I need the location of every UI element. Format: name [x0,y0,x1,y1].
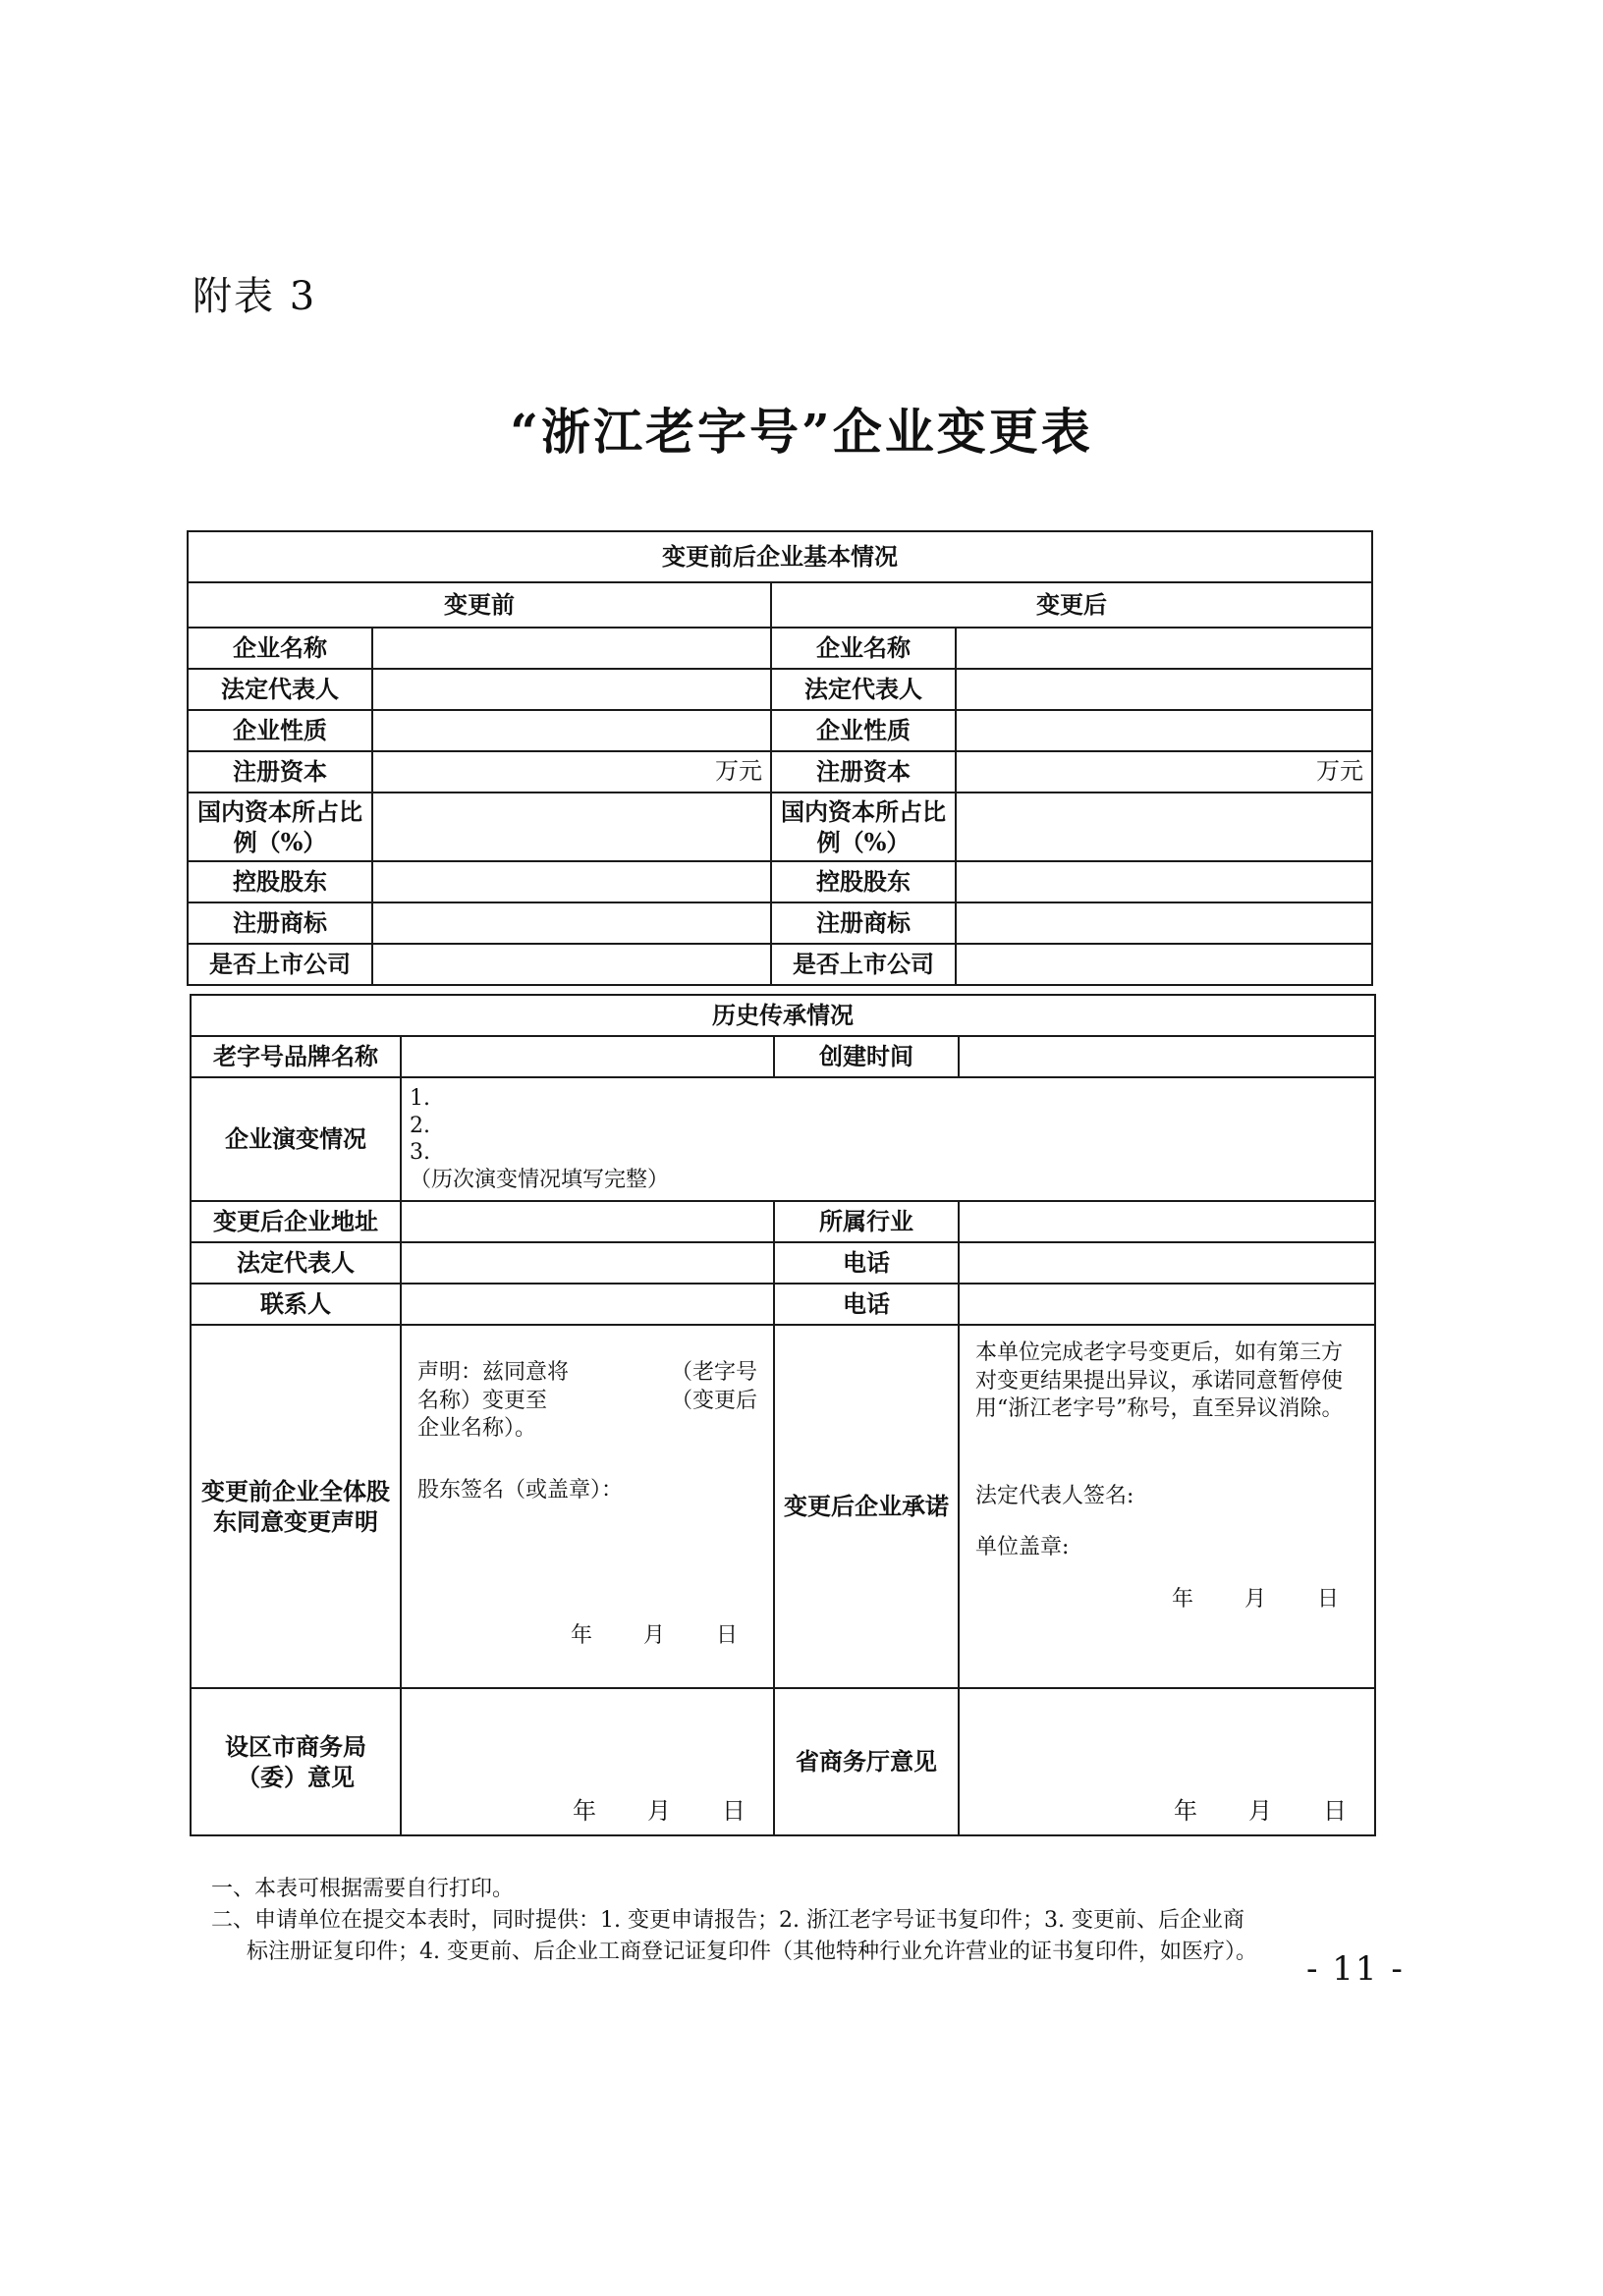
province-opinion-date [967,1796,1366,1827]
legal-rep-label: 法定代表人 [191,1242,401,1284]
consent-date [417,1622,757,1651]
history-section-title: 历史传承情况 [191,995,1375,1036]
city-month: 月 [647,1796,671,1825]
before-domestic-ratio-field[interactable] [372,793,771,861]
after-legal-rep-field[interactable] [956,669,1372,710]
after-domestic-ratio-field[interactable] [956,793,1372,861]
before-legal-rep-label: 法定代表人 [188,669,372,710]
consent-text-2b: （变更后 [670,1388,757,1413]
city-opinion-field[interactable] [401,1688,774,1835]
province-opinion-label: 省商务厅意见 [774,1688,959,1835]
before-legal-rep-field[interactable] [372,669,771,710]
commit-year: 年 [1171,1586,1193,1612]
before-trademark-field[interactable] [372,902,771,944]
province-opinion-field[interactable] [959,1688,1375,1835]
evolution-line-1: 1. [410,1086,430,1111]
after-company-type-field[interactable] [956,710,1372,751]
consent-year: 年 [570,1623,592,1649]
legal-rep-field[interactable] [401,1242,774,1284]
before-domestic-ratio-label: 国内资本所占比例（%） [188,793,372,861]
before-company-type-field[interactable] [372,710,771,751]
after-domestic-ratio-label: 国内资本所占比例（%） [771,793,956,861]
before-company-name-label: 企业名称 [188,628,372,669]
before-header: 变更前 [188,582,771,628]
industry-field[interactable] [959,1201,1375,1242]
after-company-name-field[interactable] [956,628,1372,669]
before-company-type-label: 企业性质 [188,710,372,751]
evolution-line-2: 2. [410,1113,430,1138]
consent-signature: 股东签名（或盖章）： [417,1477,624,1503]
before-capital-unit: 万元 [715,757,762,786]
consent-day: 日 [715,1623,738,1649]
after-trademark-field[interactable] [956,902,1372,944]
appendix-label: 附表 3 [193,274,317,319]
commit-signature: 法定代表人签名: [975,1483,1134,1508]
after-shareholder-label: 控股股东 [771,861,956,902]
after-legal-rep-label: 法定代表人 [771,669,956,710]
before-company-name-field[interactable] [372,628,771,669]
founded-field[interactable] [959,1036,1375,1077]
evolution-label: 企业演变情况 [191,1077,401,1201]
founded-label: 创建时间 [774,1036,959,1077]
evolution-line-3: 3. [410,1140,430,1165]
phone-label-2: 电话 [774,1284,959,1325]
commit-label: 变更后企业承诺 [774,1325,959,1688]
after-shareholder-field[interactable] [956,861,1372,902]
before-shareholder-field[interactable] [372,861,771,902]
phone-field-1[interactable] [959,1242,1375,1284]
consent-text-1a: 声明：兹同意将 [417,1360,570,1385]
consent-label: 变更前企业全体股东同意变更声明 [191,1325,401,1688]
before-shareholder-label: 控股股东 [188,861,372,902]
after-company-name-label: 企业名称 [771,628,956,669]
before-trademark-label: 注册商标 [188,902,372,944]
page-number: - 11 - [1306,1949,1405,1989]
commit-declaration[interactable] [959,1325,1375,1688]
after-listed-field[interactable] [956,944,1372,985]
contact-label: 联系人 [191,1284,401,1325]
province-month: 月 [1248,1796,1272,1825]
city-opinion-label: 设区市商务局（委）意见 [191,1688,401,1835]
industry-label: 所属行业 [774,1201,959,1242]
before-listed-field[interactable] [372,944,771,985]
consent-text-3: 企业名称）。 [417,1416,537,1442]
after-trademark-label: 注册商标 [771,902,956,944]
commit-month: 月 [1244,1586,1266,1612]
city-day: 日 [722,1796,746,1825]
basic-info-section-title: 变更前后企业基本情况 [188,531,1372,582]
address-field[interactable] [401,1201,774,1242]
commit-seal: 单位盖章: [975,1535,1070,1560]
commit-day: 日 [1316,1586,1339,1612]
evolution-field[interactable] [401,1077,1375,1201]
before-capital-field[interactable] [372,751,771,793]
after-listed-label: 是否上市公司 [771,944,956,985]
commit-text: 本单位完成老字号变更后，如有第三方对变更结果提出异议，承诺同意暂停使用“浙江老字号”称号，直至异议消除。 [975,1340,1344,1422]
basic-info-table [187,530,1373,986]
consent-text-2a: 名称）变更至 [417,1388,548,1413]
brand-name-label: 老字号品牌名称 [191,1036,401,1077]
after-capital-field[interactable] [956,751,1372,793]
province-day: 日 [1323,1796,1347,1825]
phone-label-1: 电话 [774,1242,959,1284]
city-year: 年 [573,1796,596,1825]
footnotes [211,1874,1380,1968]
address-label: 变更后企业地址 [191,1201,401,1242]
after-header: 变更后 [771,582,1372,628]
phone-field-2[interactable] [959,1284,1375,1325]
after-capital-unit: 万元 [1316,757,1363,786]
consent-text-1b: （老字号 [670,1360,757,1385]
commit-date [975,1586,1358,1614]
after-company-type-label: 企业性质 [771,710,956,751]
contact-field[interactable] [401,1284,774,1325]
evolution-hint: （历次演变情况填写完整） [410,1167,670,1192]
note-2-line-2: 标注册证复印件；4. 变更前、后企业工商登记证复印件（其他特种行业允许营业的证书复印件，如医疗）。 [247,1939,1257,1964]
document-title: “浙江老字号”企业变更表 [510,403,1093,461]
note-1: 一、本表可根据需要自行打印。 [211,1877,515,1901]
before-capital-label: 注册资本 [188,751,372,793]
note-2-line-1: 二、申请单位在提交本表时，同时提供：1. 变更申请报告；2. 浙江老字号证书复印件；3. 变更前、后企业商 [211,1907,1244,1933]
consent-month: 月 [642,1623,665,1649]
city-opinion-date [410,1796,765,1827]
after-capital-label: 注册资本 [771,751,956,793]
before-listed-label: 是否上市公司 [188,944,372,985]
brand-name-field[interactable] [401,1036,774,1077]
consent-declaration[interactable] [401,1325,774,1688]
history-table [190,994,1376,1836]
province-year: 年 [1174,1796,1197,1825]
